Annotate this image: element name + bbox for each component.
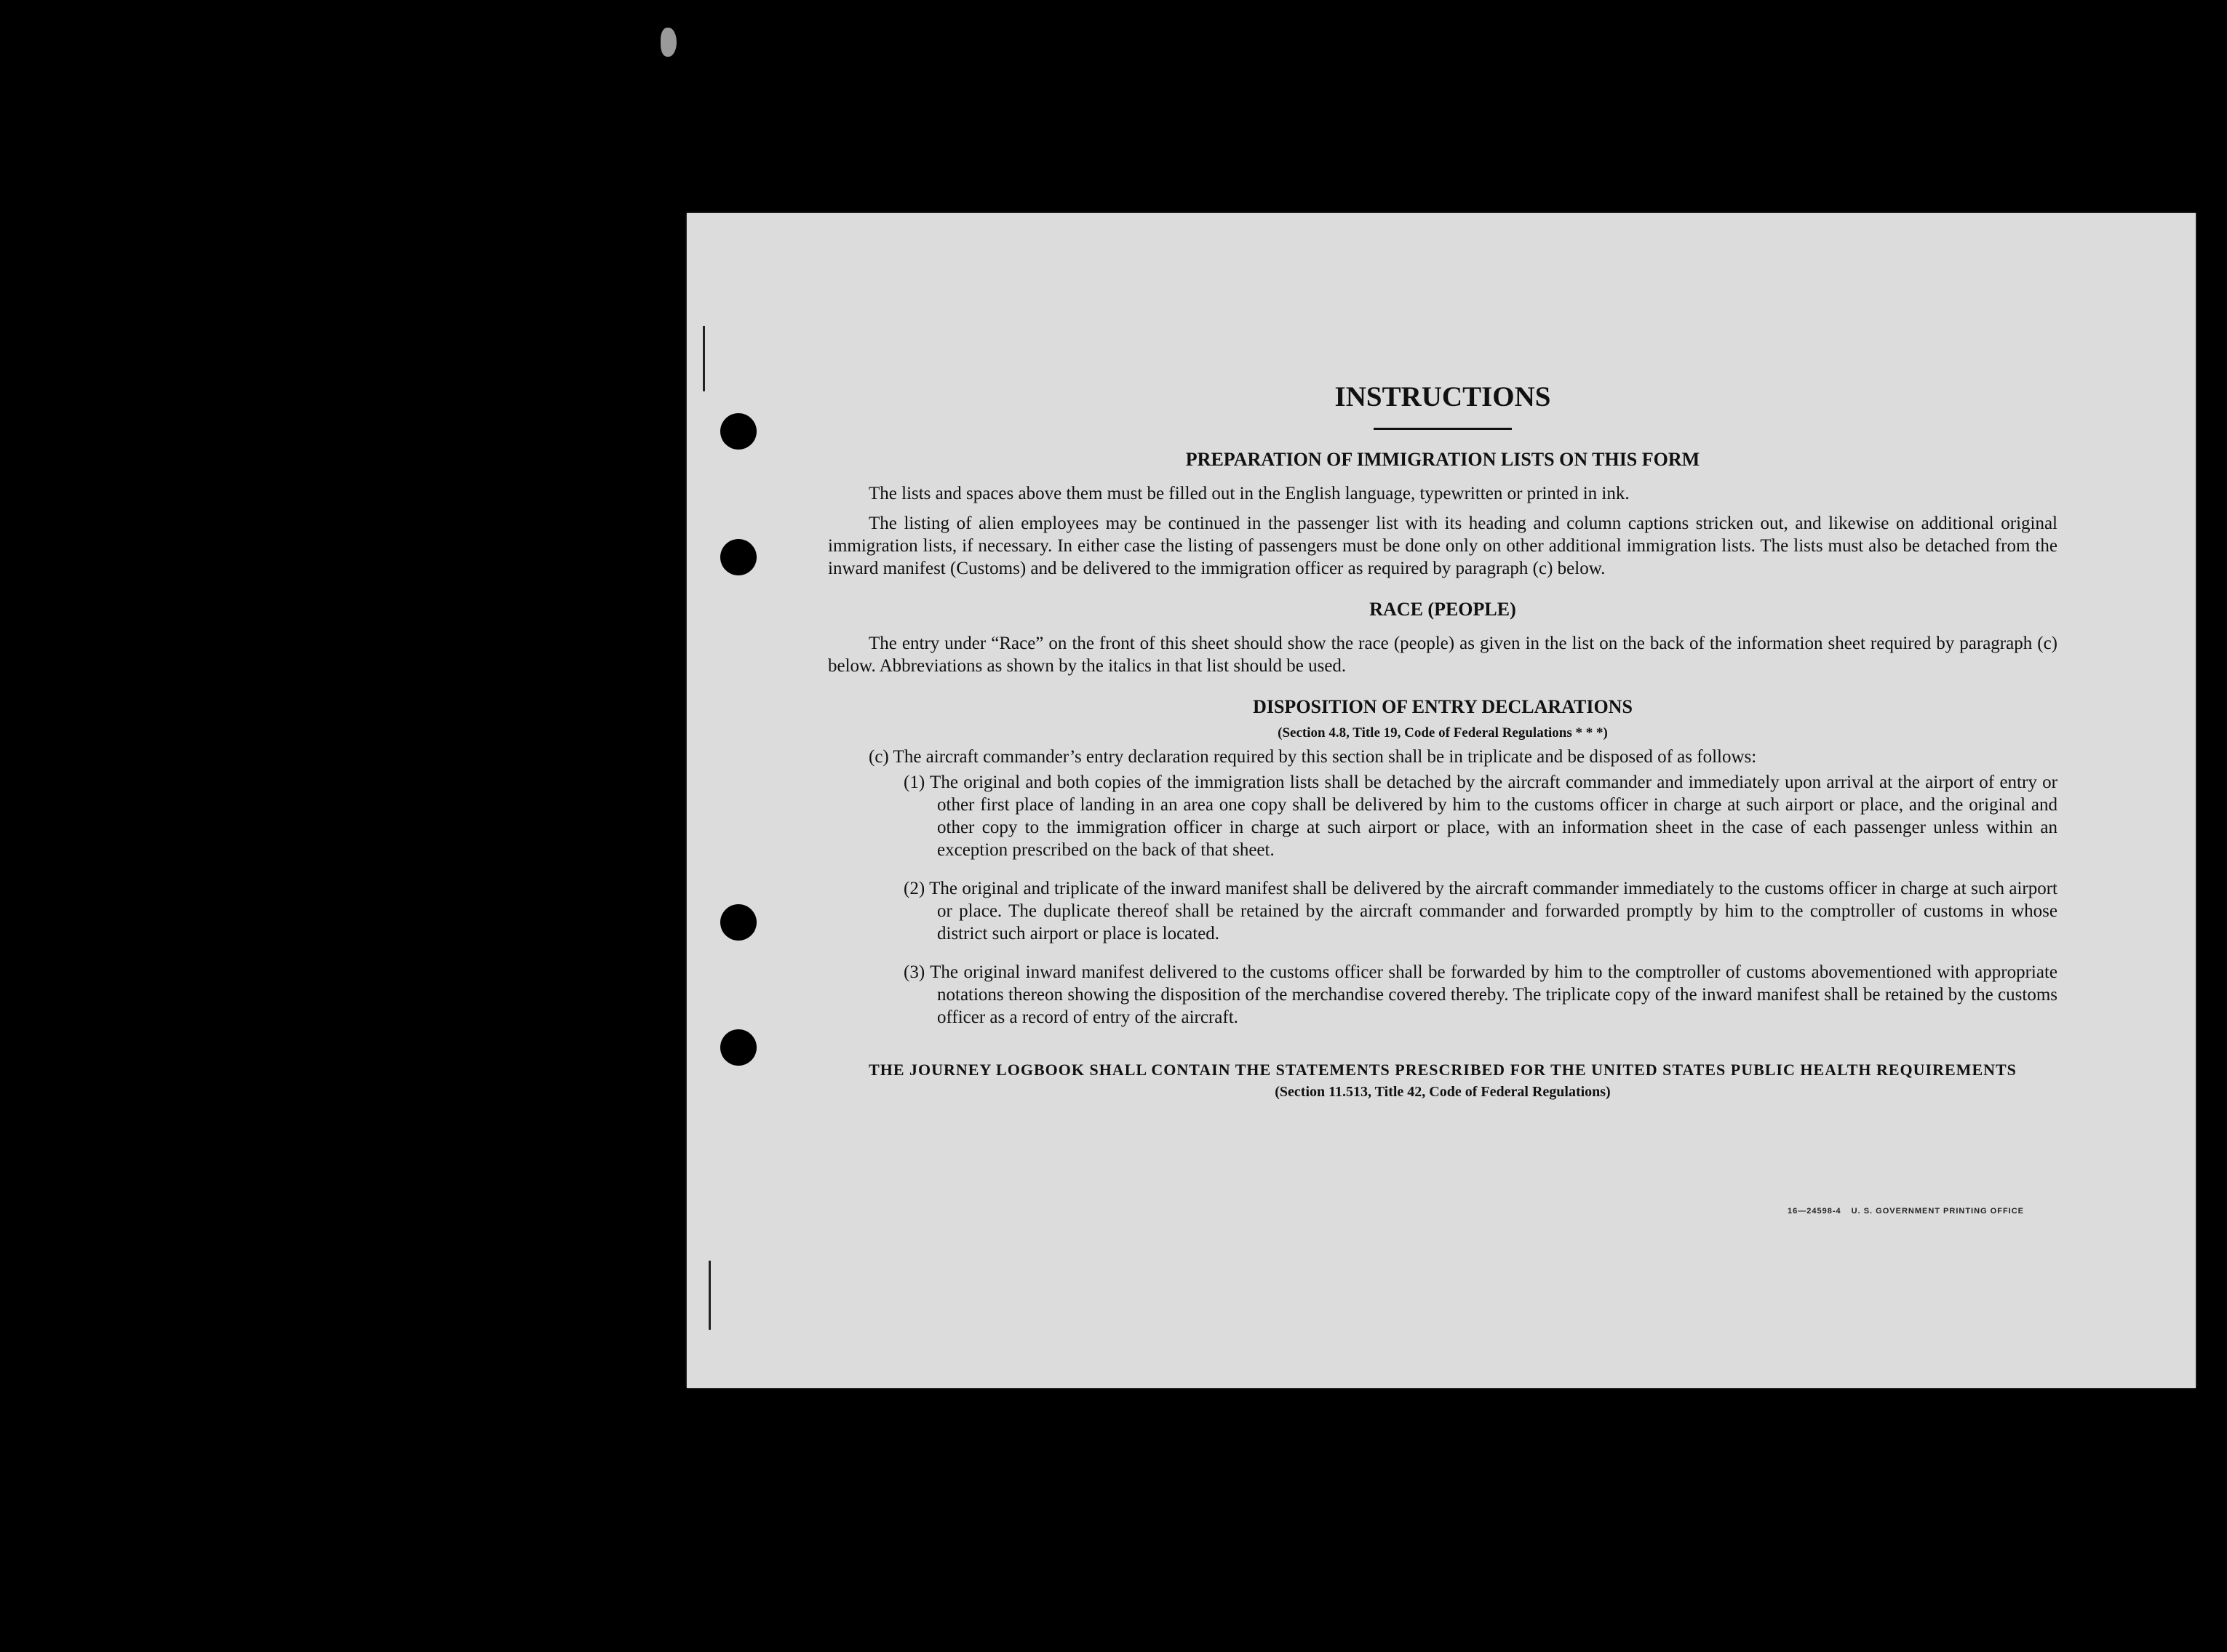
race-paragraph: The entry under “Race” on the front of this sheet should show the race (people) as given in the list on the back of the information sheet required by paragraph (c) below. Abbreviations as shown by the italics in that list should be used. (828, 634, 2057, 676)
logbook-statement: THE JOURNEY LOGBOOK SHALL CONTAIN THE STATEMENTS PRESCRIBED FOR THE UNITED STATES PUBLIC HEALTH REQUIREMENTS (869, 1061, 2017, 1079)
instructions-content (828, 380, 2057, 1101)
title-underline (1374, 428, 1512, 430)
punch-hole (720, 904, 757, 941)
logbook-citation: (Section 11.513, Title 42, Code of Federal Regulations) (1275, 1084, 1611, 1100)
scan-speck (661, 28, 677, 57)
disposition-citation: (Section 4.8, Title 19, Code of Federal Regulations * * *) (1278, 725, 1608, 741)
printer-code: 16—24598-4 (1788, 1207, 1841, 1216)
race-heading: RACE (PEOPLE) (1369, 599, 1516, 620)
preparation-paragraph-1: The lists and spaces above them must be filled out in the English language, typewritten or printed in ink. (869, 484, 1630, 503)
page-title: INSTRUCTIONS (1334, 381, 1551, 412)
punch-hole (720, 413, 757, 450)
preparation-paragraph-2: The listing of alien employees may be continued in the passenger list with its heading and column captions stricken out, and likewise on additional original immigration lists, if necessary. In either case the listing of passengers must be done only on other additional immigration lists. The lists must also be detached from the inward manifest (Customs) and be delivered to the immigration officer as required by paragraph (c) below. (828, 514, 2057, 578)
document-sheet (687, 213, 2196, 1388)
disposition-heading: DISPOSITION OF ENTRY DECLARATIONS (1253, 696, 1633, 717)
edge-mark (709, 1261, 711, 1330)
edge-mark (703, 326, 705, 391)
disposition-item-3: (3) The original inward manifest delivered to the customs officer shall be forwarded by him to the comptroller of customs abovementioned with appropriate notations thereon showing the disposition of the merchandise covered thereby. The triplicate copy of the inward manifest shall be retained by the customs officer as a record of entry of the aircraft. (904, 962, 2057, 1027)
punch-hole (720, 539, 757, 575)
preparation-heading: PREPARATION OF IMMIGRATION LISTS ON THIS FORM (1185, 449, 1700, 470)
printer-mark (1788, 1207, 2024, 1216)
printer-office: U. S. GOVERNMENT PRINTING OFFICE (1851, 1207, 2024, 1216)
disposition-item-2: (2) The original and triplicate of the inward manifest shall be delivered by the aircraft commander immediately to the customs officer in charge at such airport or place. The duplicate thereof shall be retained by the aircraft commander and forwarded promptly by him to the comptroller of customs in whose district such airport or place is located. (904, 879, 2057, 943)
disposition-intro: (c) The aircraft commander’s entry declaration required by this section shall be in triplicate and be disposed of as follows: (869, 747, 1757, 767)
disposition-item-1: (1) The original and both copies of the immigration lists shall be detached by the aircraft commander and immediately upon arrival at the airport of entry or other first place of landing in an area one copy shall be delivered by him to the customs officer in charge at such airport or place, and the original and other copy to the immigration officer in charge at such airport or place, with an information sheet in the case of each passenger unless within an exception prescribed on the back of that sheet. (904, 773, 2057, 860)
punch-hole (720, 1029, 757, 1066)
